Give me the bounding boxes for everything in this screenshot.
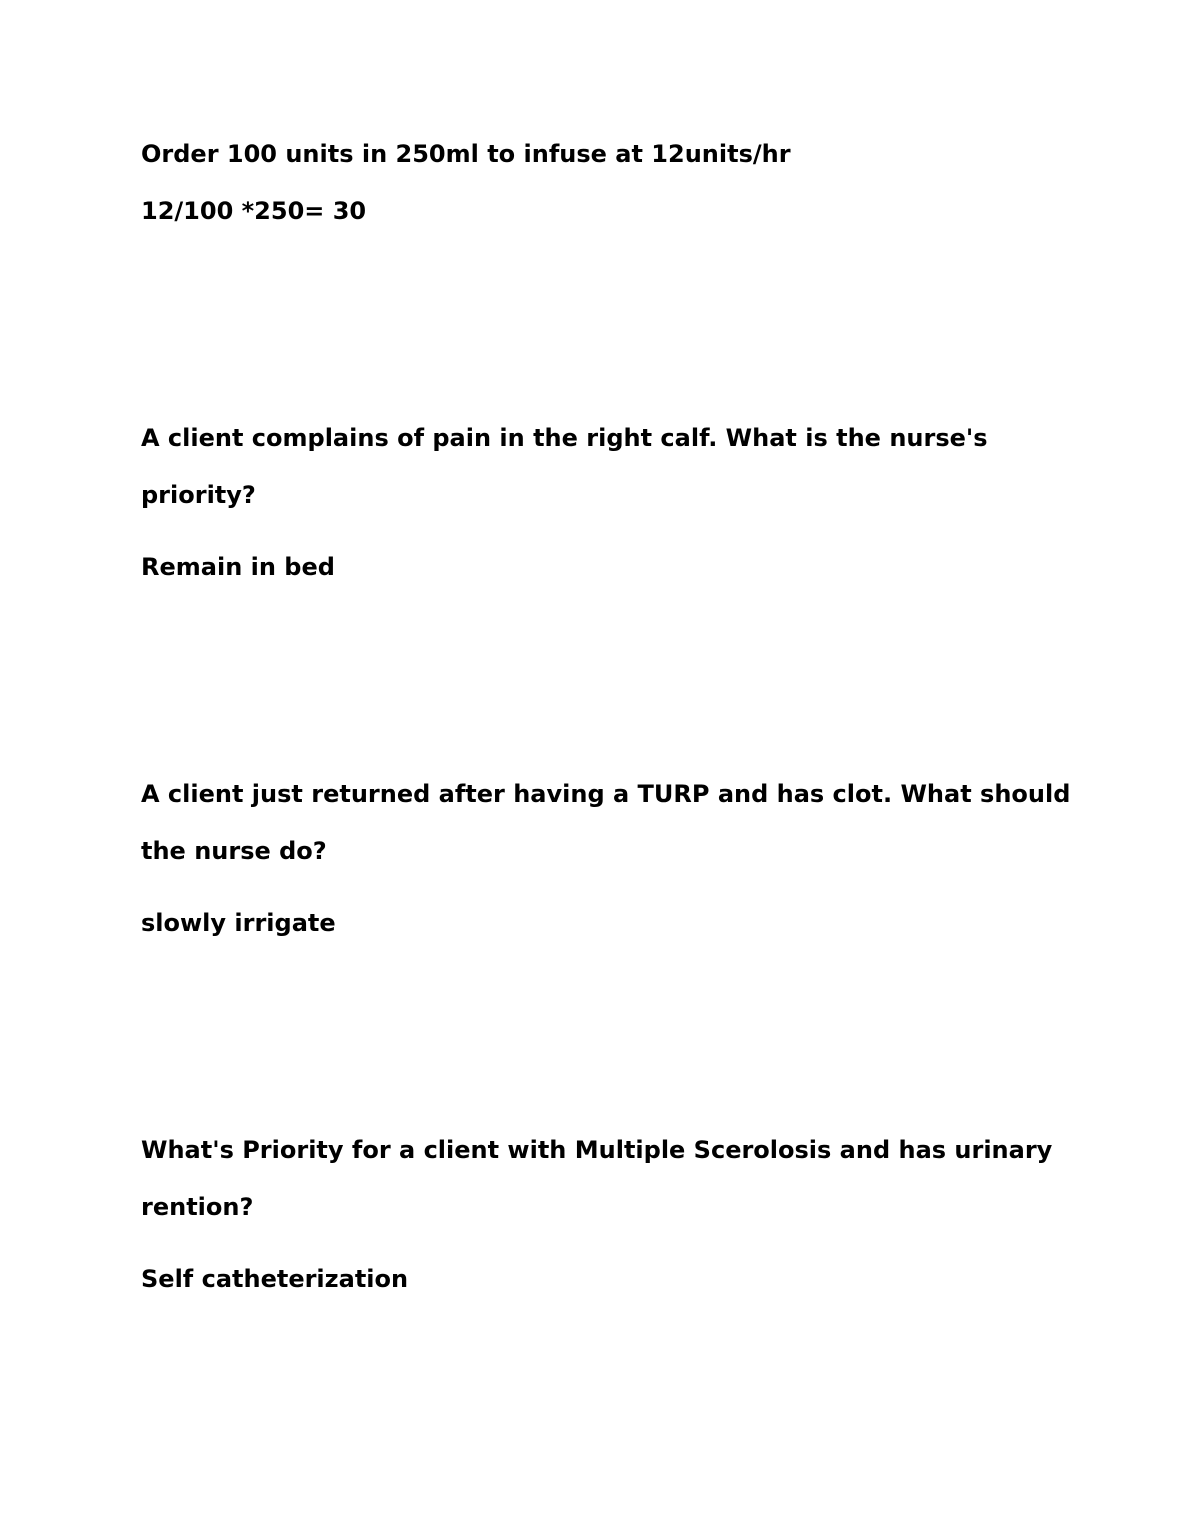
answer-2: Remain in bed [141, 553, 335, 581]
question-2-line-2: priority? [141, 481, 256, 509]
question-4-line-2: rention? [141, 1193, 254, 1221]
question-3-line-2: the nurse do? [141, 837, 327, 865]
question-4-line-1: What's Priority for a client with Multiple Scerolosis and has urinary [141, 1136, 1053, 1164]
question-2-line-1: A client complains of pain in the right calf. What is the nurse's [141, 424, 988, 452]
question-3-line-1: A client just returned after having a TURP and has clot. What should [141, 780, 1071, 808]
answer-4: Self catheterization [141, 1265, 409, 1293]
question-1-line-1: Order 100 units in 250ml to infuse at 12units/hr [141, 140, 791, 168]
answer-1: 12/100 *250= 30 [141, 197, 367, 225]
answer-3: slowly irrigate [141, 909, 336, 937]
